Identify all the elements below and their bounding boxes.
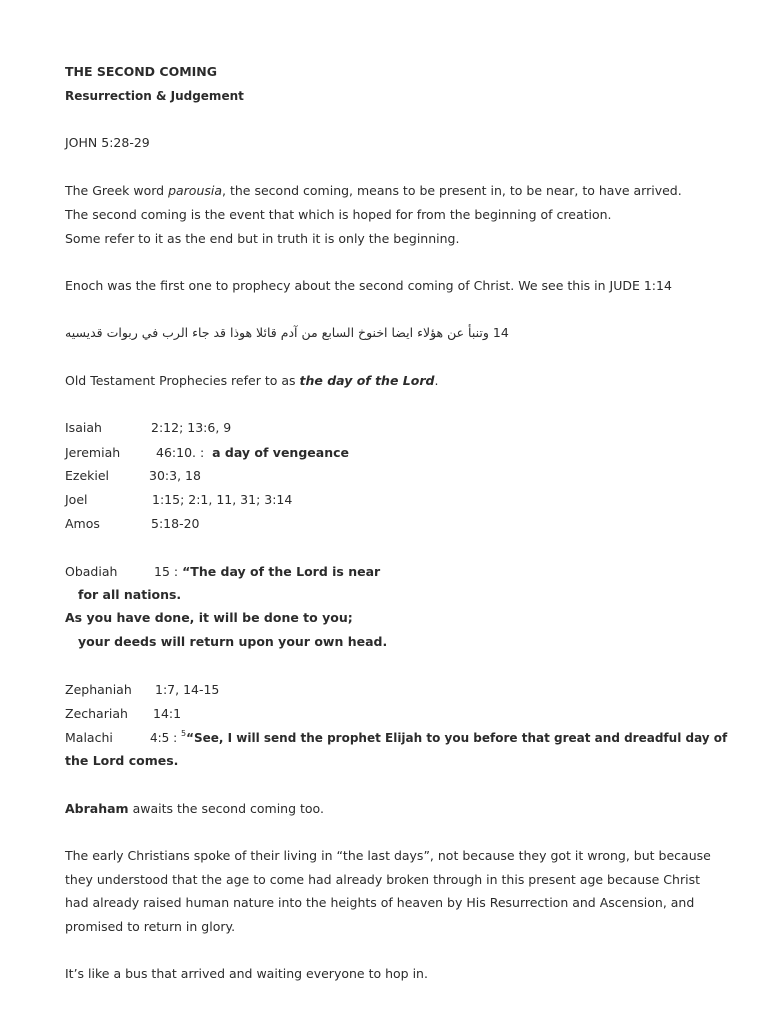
intro-text: , the second coming, means to be present in, to be near, to have arrived. — [222, 183, 682, 198]
prophet-name: Joel — [65, 492, 88, 507]
abraham-name: Abraham — [65, 801, 129, 816]
early-christians-line: had already raised human nature into the heights of heaven by His Resurrection and Ascension, and — [65, 895, 695, 910]
prophet-ref: 5:18-20 — [151, 516, 200, 531]
ot-text: Old Testament Prophecies refer to as — [65, 373, 300, 388]
malachi-name: Malachi — [65, 730, 113, 745]
obadiah-ref-row — [154, 563, 380, 581]
prophet-name: Isaiah — [65, 420, 102, 435]
prophet-ref-row — [156, 444, 349, 462]
intro-text: The Greek word — [65, 183, 169, 198]
ot-text: . — [434, 373, 439, 388]
enoch-paragraph: Enoch was the first one to prophecy about the second coming of Christ. We see this in JUDE 1:14 — [65, 278, 672, 293]
document-subtitle: Resurrection & Judgement — [65, 89, 244, 103]
early-christians-line: they understood that the age to come had already broken through in this present age because Christ — [65, 872, 700, 887]
abraham-line — [65, 800, 324, 818]
malachi-ref-row — [150, 729, 727, 749]
malachi-quote-line: “See, I will send the prophet Elijah to you before that great and dreadful day of — [186, 731, 728, 745]
prophet-name: Zechariah — [65, 706, 128, 721]
early-christians-line: The early Christians spoke of their living in “the last days”, not because they got it wrong, but because — [65, 848, 711, 863]
early-christians-line: promised to return in glory. — [65, 919, 236, 934]
prophet-row — [65, 444, 120, 462]
prophet-name: Jeremiah — [65, 445, 121, 460]
abraham-text: awaits the second coming too. — [128, 801, 324, 816]
malachi-ref: 4:5 : — [150, 731, 178, 745]
prophet-row — [65, 467, 109, 485]
arabic-verse — [65, 324, 509, 342]
bus-analogy: It’s like a bus that arrived and waiting everyone to hop in. — [65, 966, 428, 981]
prophet-ref: 30:3, 18 — [149, 468, 201, 483]
prophet-row — [65, 515, 100, 533]
day-of-the-lord-emphasis: the day of the Lord — [299, 373, 435, 388]
obadiah-quote-line: your deeds will return upon your own head. — [78, 634, 388, 649]
parousia-term: parousia — [168, 183, 223, 198]
ot-prophecies-line — [65, 372, 438, 390]
intro-line-3: Some refer to it as the end but in truth it is only the beginning. — [65, 231, 460, 246]
prophet-ref: 1:15; 2:1, 11, 31; 3:14 — [152, 492, 293, 507]
prophet-note: a day of vengeance — [212, 445, 349, 460]
prophet-ref: 1:7, 14-15 — [155, 682, 220, 697]
intro-line-1 — [65, 182, 682, 200]
prophet-ref: 2:12; 13:6, 9 — [151, 420, 232, 435]
verse-number: 5 — [181, 729, 187, 738]
prophet-name: Ezekiel — [65, 468, 110, 483]
obadiah-quote-line: for all nations. — [78, 587, 182, 602]
prophet-row — [65, 491, 88, 509]
intro-line-2: The second coming is the event that which is hoped for from the beginning of creation. — [65, 207, 612, 222]
document-title: THE SECOND COMING — [65, 64, 218, 79]
prophet-ref: 46:10. : — [156, 445, 205, 460]
prophet-ref: 14:1 — [153, 706, 182, 721]
scripture-reference: JOHN 5:28-29 — [65, 135, 150, 150]
prophet-name: Amos — [65, 516, 100, 531]
arabic-text: 14 وتنبأ عن هؤلاء ايضا اخنوخ السابع من آدم قائلا هوذا قد جاء الرب في ربوات قديسيه — [65, 325, 509, 340]
malachi-quote-line: the Lord comes. — [65, 753, 179, 768]
obadiah-quote-line: “The day of the Lord is near — [182, 564, 381, 579]
prophet-row — [65, 419, 102, 437]
prophet-name: Zephaniah — [65, 682, 132, 697]
obadiah-name: Obadiah — [65, 564, 118, 579]
obadiah-ref: 15 : — [154, 564, 179, 579]
obadiah-quote-line: As you have done, it will be done to you; — [65, 610, 353, 625]
